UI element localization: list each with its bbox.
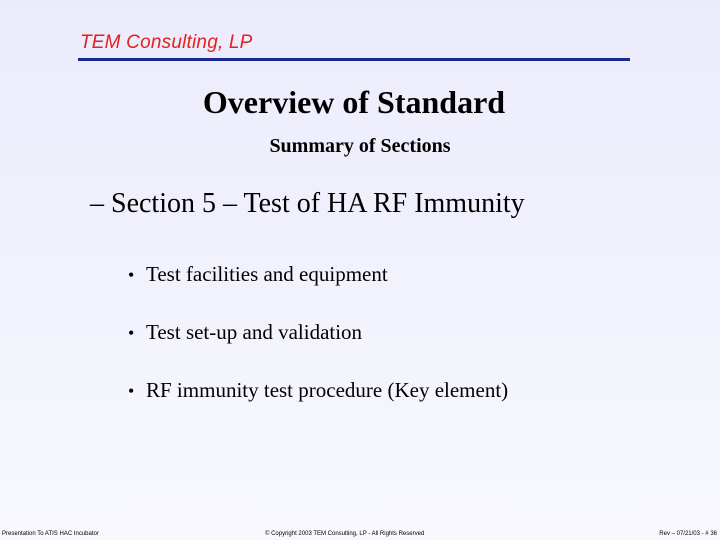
bullet-text: Test set-up and validation (146, 320, 363, 344)
bullet-dot-icon: • (128, 265, 135, 285)
footer-copyright: © Copyright 2003 TEM Consulting, LP - All Rights Reserved (265, 531, 425, 537)
header-divider (78, 58, 630, 61)
bullet-list (128, 262, 508, 436)
bullet-item (128, 262, 508, 320)
bullet-item (128, 320, 508, 378)
bullet-dot-icon: • (128, 381, 135, 401)
bullet-text: RF immunity test procedure (Key element) (146, 378, 509, 402)
footer-presentation-label: Presentation To ATIS HAC Incubator (2, 531, 99, 537)
bullet-text: Test facilities and equipment (146, 262, 388, 286)
slide-title: Overview of Standard (202, 84, 506, 120)
footer-revision: Rev – 07/21/03 - # 36 (659, 531, 717, 537)
slide-subtitle: Summary of Sections (269, 135, 451, 157)
bullet-dot-icon: • (128, 323, 135, 343)
section-heading: – Section 5 – Test of HA RF Immunity (90, 188, 525, 219)
bullet-item (128, 378, 508, 436)
brand-logo-text: TEM Consulting, LP (80, 32, 253, 53)
